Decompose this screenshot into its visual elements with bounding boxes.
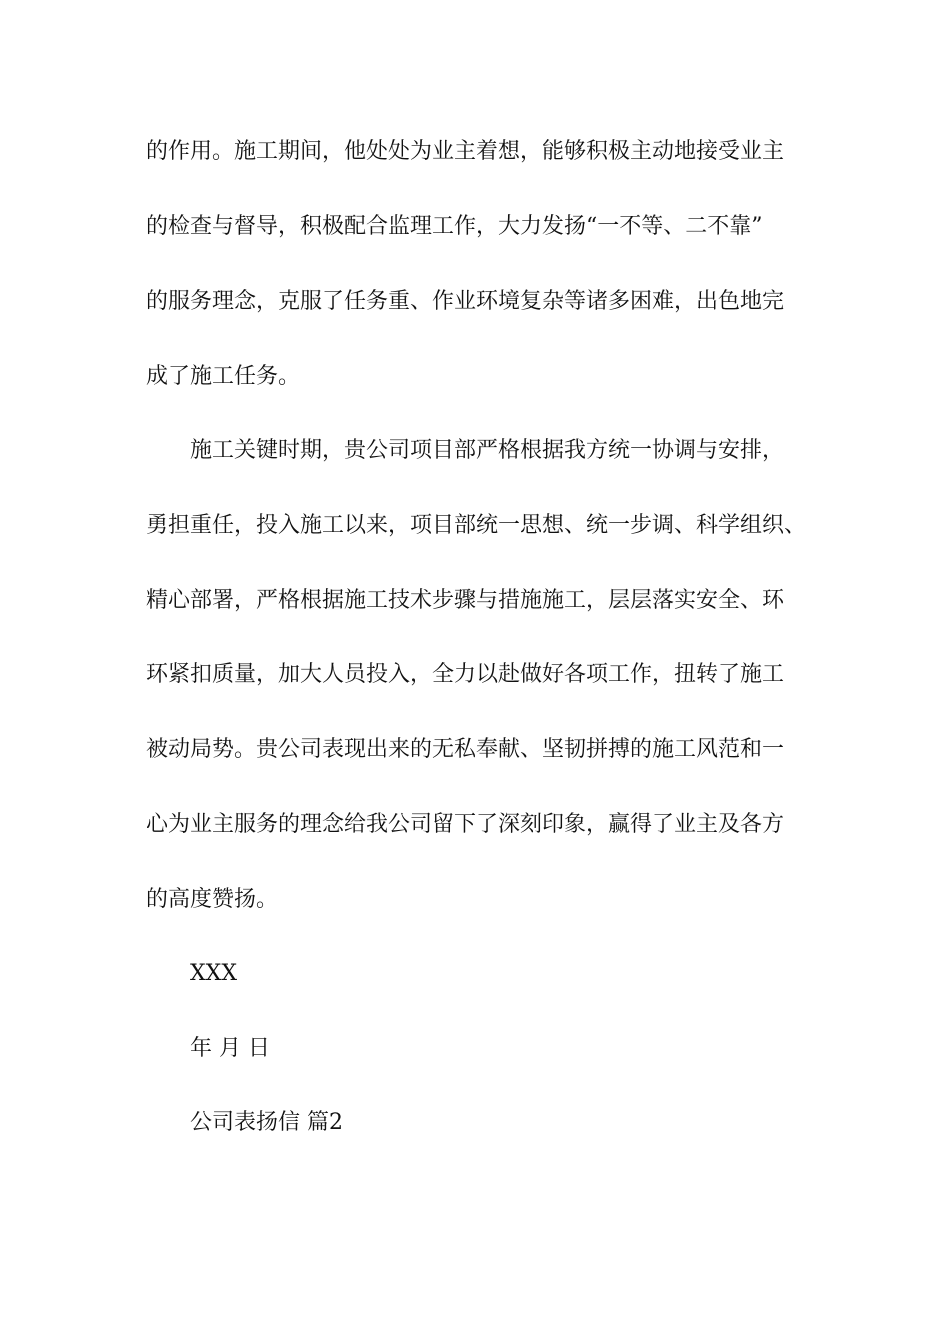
paragraph-line: 成了施工任务。 [146, 364, 301, 389]
date-line: 年 月 日 [190, 1036, 270, 1061]
paragraph-line: 的检查与督导，积极配合监理工作，大力发扬“一不等、二不靠” [146, 214, 763, 239]
paragraph-line: 的作用。施工期间，他处处为业主着想，能够积极主动地接受业主 [146, 139, 785, 164]
paragraph-line: 的高度赞扬。 [146, 887, 279, 912]
paragraph-line: 精心部署，严格根据施工技术步骤与措施施工，层层落实安全、环 [146, 588, 785, 613]
paragraph-line: 环紧扣质量，加大人员投入，全力以赴做好各项工作，扭转了施工 [146, 662, 785, 687]
paragraph-line: 施工关键时期，贵公司项目部严格根据我方统一协调与安排， [190, 438, 785, 463]
paragraph-line: 心为业主服务的理念给我公司留下了深刻印象，赢得了业主及各方 [146, 812, 785, 837]
paragraph-line: 的服务理念，克服了任务重、作业环境复杂等诸多困难，出色地完 [146, 289, 785, 314]
paragraph-line: 被动局势。贵公司表现出来的无私奉献、坚韧拼搏的施工风范和一 [146, 737, 785, 762]
signature: XXX [190, 961, 237, 986]
paragraph-line: 勇担重任，投入施工以来，项目部统一思想、统一步调、科学组织、 [146, 513, 807, 538]
section-title: 公司表扬信 篇2 [190, 1110, 343, 1135]
